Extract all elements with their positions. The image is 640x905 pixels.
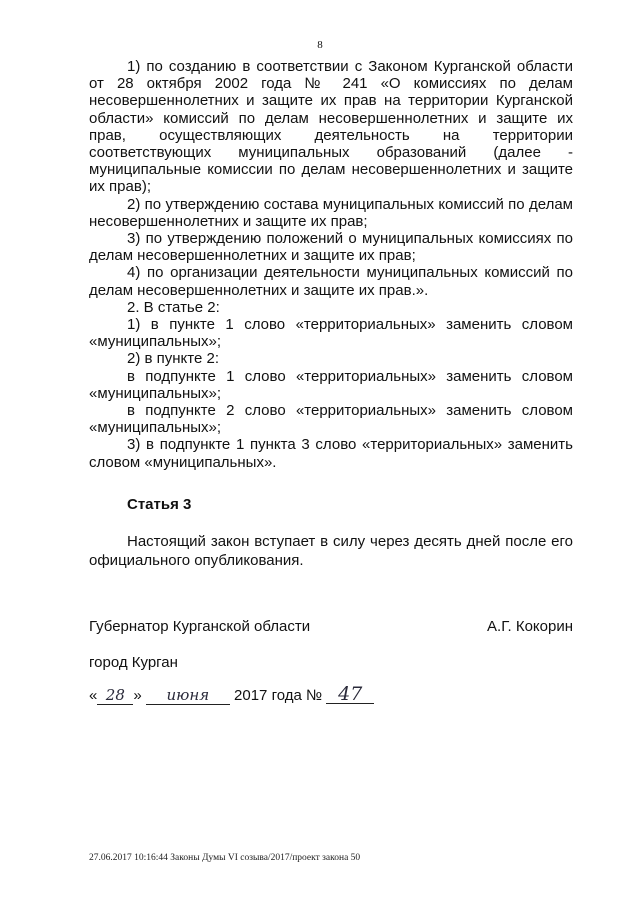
signatory-name: А.Г. Кокорин <box>487 618 573 635</box>
paragraph: 2. В статье 2: <box>127 298 220 316</box>
paragraph: 4) по организации деятельности муниципальных комиссий по делам несовершеннолетних и защите их прав.». <box>89 264 573 299</box>
handwritten-day: 28 <box>97 686 133 705</box>
date-line <box>89 685 374 707</box>
paragraph: 1) по созданию в соответствии с Законом Курганской области от 28 октября 2002 года № 241 «О комиссиях по делам несовершеннолетних и защите их прав на территории Курганской области» комиссий по делам несовершеннолетних и защите их прав, осуществляющих деятельность на территории соответствующих муниципальных образований (далее - муниципальные комиссии по делам несовершеннолетних и защите их прав); <box>89 58 573 196</box>
footer-stamp: 27.06.2017 10:16:44 Законы Думы VI созыва/2017/проект закона 50 <box>89 853 361 863</box>
paragraph: 2) по утверждению состава муниципальных комиссий по делам несовершеннолетних и защите их прав; <box>89 195 573 230</box>
paragraph: 1) в пункте 1 слово «территориальных» заменить словом «муниципальных»; <box>89 316 573 351</box>
page-number: 8 <box>317 39 323 51</box>
article-heading: Статья 3 <box>127 496 192 513</box>
paragraph: в подпункте 2 слово «территориальных» заменить словом «муниципальных»; <box>89 402 573 437</box>
handwritten-month: июня <box>146 686 230 705</box>
signatory-title: Губернатор Курганской области <box>89 618 311 635</box>
paragraph: в подпункте 1 слово «территориальных» заменить словом «муниципальных»; <box>89 367 573 402</box>
open-quote: « <box>89 687 98 704</box>
paragraph: 2) в пункте 2: <box>127 350 219 368</box>
paragraph: 3) в подпункте 1 пункта 3 слово «территориальных» заменить словом «муниципальных». <box>89 436 573 471</box>
closing-paragraph: Настоящий закон вступает в силу через десять дней после его официального опубликования. <box>89 533 573 569</box>
close-quote: » <box>133 687 142 704</box>
handwritten-number: 47 <box>326 685 374 704</box>
city-name: город Курган <box>89 654 178 671</box>
paragraph: 3) по утверждению положений о муниципальных комиссиях по делам несовершеннолетних и защите их прав; <box>89 230 573 265</box>
year-label: 2017 года № <box>234 687 323 704</box>
law-text-body <box>89 58 573 471</box>
